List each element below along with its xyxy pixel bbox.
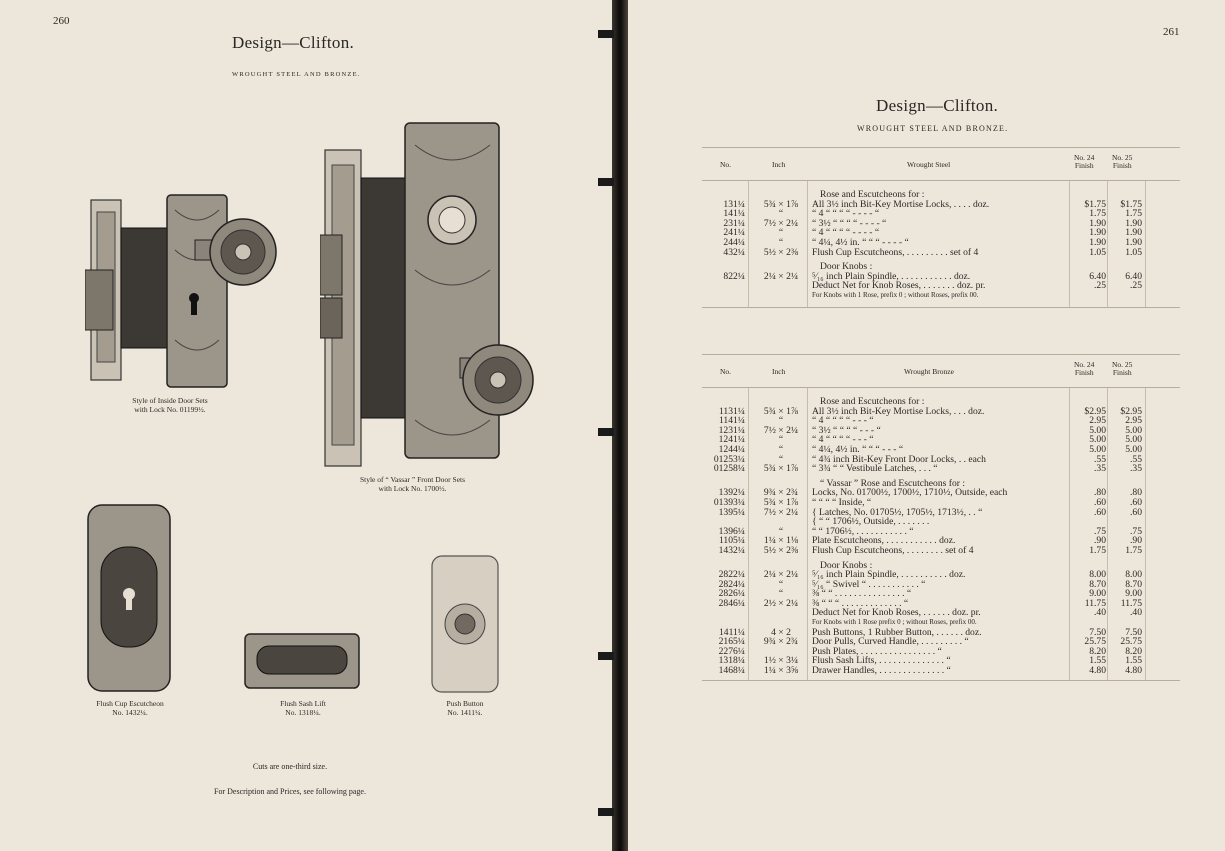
table-row bbox=[702, 435, 1180, 445]
size-cell: 5¾ × 1⅞ bbox=[763, 463, 799, 475]
column-header-description: Wrought Bronze bbox=[904, 367, 954, 376]
item-number-cell: 1244¼ bbox=[718, 443, 745, 455]
binding-clip bbox=[598, 30, 614, 38]
price-finish-24-cell: 9.00 bbox=[1089, 588, 1106, 600]
price-finish-25-cell: 9.00 bbox=[1125, 588, 1142, 600]
inside-door-set-illustration bbox=[85, 190, 280, 390]
size-cell: “ bbox=[778, 208, 784, 220]
column-header-finish-25: No. 25 Finish bbox=[1112, 360, 1133, 377]
flush-cup-escutcheon-illustration bbox=[85, 502, 175, 694]
size-cell: “ bbox=[778, 415, 784, 427]
column-header-inch: Inch bbox=[772, 367, 786, 376]
size-cell: 2½ × 2¼ bbox=[763, 597, 799, 609]
price-finish-24-cell: $1.75 bbox=[1084, 198, 1106, 210]
description-cell: Rose and Escutcheons for : bbox=[820, 396, 925, 407]
price-finish-25-cell: 25.75 bbox=[1120, 636, 1142, 648]
description-cell: { Latches, No. 01705½, 1705½, 1713½, . . “ bbox=[812, 506, 983, 518]
description-cell: Deduct Net for Knob Roses, . . . . . . . doz. pr. bbox=[812, 280, 986, 292]
price-finish-25-cell: .60 bbox=[1130, 496, 1142, 508]
page-subtitle-right: WROUGHT STEEL AND BRONZE. bbox=[857, 124, 1009, 133]
price-finish-24-cell: .40 bbox=[1094, 607, 1106, 619]
price-finish-24-cell: 8.20 bbox=[1089, 645, 1106, 657]
right-page bbox=[628, 0, 1225, 851]
price-finish-24-cell: 6.40 bbox=[1089, 270, 1106, 282]
price-finish-25-cell: 1.75 bbox=[1125, 208, 1142, 220]
size-cell: 2¼ × 2¼ bbox=[763, 270, 799, 282]
price-finish-24-cell: 1.90 bbox=[1089, 227, 1106, 239]
description-cell: “ 4¼, 4½ in. “ “ “ - - - “ bbox=[812, 443, 904, 455]
price-finish-25-cell: 5.00 bbox=[1125, 424, 1142, 436]
price-finish-24-cell: 2.95 bbox=[1089, 415, 1106, 427]
size-cell: 5¾ × 1⅞ bbox=[763, 496, 799, 508]
item-number-cell: 1131¼ bbox=[718, 405, 745, 417]
description-cell: “ 3¾ “ “ Vestibule Latches, . . . “ bbox=[812, 463, 938, 475]
price-finish-24-cell: 1.05 bbox=[1089, 246, 1106, 258]
size-cell: “ bbox=[778, 227, 784, 239]
push-button-illustration bbox=[430, 554, 500, 694]
description-cell: Door Knobs : bbox=[820, 559, 873, 571]
column-header-description: Wrought Steel bbox=[907, 160, 951, 169]
price-finish-24-cell: .35 bbox=[1094, 463, 1106, 475]
description-cell: Locks, No. 01700½, 1700½, 1710½, Outside, each bbox=[812, 487, 1008, 499]
description-cell: “ 4 “ “ “ “ - - - “ bbox=[812, 434, 874, 446]
description-cell: { “ “ 1706½, Outside, . . . . . . . bbox=[812, 516, 930, 528]
price-finish-24-cell: 5.00 bbox=[1089, 424, 1106, 436]
price-finish-25-cell: 2.95 bbox=[1125, 415, 1142, 427]
vassar-front-door-set-illustration bbox=[320, 120, 535, 470]
item-number-cell: 1105¼ bbox=[718, 535, 745, 547]
item-number-cell: 1468¼ bbox=[718, 665, 745, 677]
caption-flush-cup-escutcheon: Flush Cup Escutcheon No. 1432¼. bbox=[96, 699, 164, 717]
price-finish-24-cell: .55 bbox=[1094, 453, 1106, 465]
description-cell: Push Plates, . . . . . . . . . . . . . . . . “ bbox=[812, 645, 942, 657]
binding-clip bbox=[598, 652, 614, 660]
price-finish-24-cell: 1.75 bbox=[1089, 544, 1106, 556]
table-row bbox=[702, 281, 1180, 291]
description-cell: “ 3½ “ “ “ “ - - - - “ bbox=[812, 217, 887, 229]
description-cell: Flush Sash Lifts, . . . . . . . . . . . . . . “ bbox=[812, 655, 951, 667]
table-row bbox=[702, 517, 1180, 527]
size-cell: 9¾ × 2¾ bbox=[763, 487, 799, 499]
price-finish-25-cell: 8.70 bbox=[1125, 578, 1142, 590]
price-finish-25-cell: 5.00 bbox=[1125, 443, 1142, 455]
item-number-cell: 2846¼ bbox=[718, 597, 745, 609]
table-row bbox=[702, 608, 1180, 618]
description-cell: “ “ 1706½, . . . . . . . . . . . “ bbox=[812, 525, 914, 537]
item-number-cell: 141¼ bbox=[723, 208, 745, 220]
book-gutter bbox=[612, 0, 628, 851]
price-finish-25-cell: .80 bbox=[1130, 487, 1142, 499]
item-number-cell: 01393¼ bbox=[713, 496, 745, 508]
table-row bbox=[702, 580, 1180, 590]
description-cell: ⁵⁄₁₆ inch Plain Spindle, . . . . . . . . . . . doz. bbox=[812, 270, 971, 282]
footnote-see-following-page: For Description and Prices, see following page. bbox=[214, 787, 366, 796]
item-number-cell: 432¼ bbox=[723, 246, 745, 258]
price-finish-25-cell: 1.05 bbox=[1125, 246, 1142, 258]
price-finish-25-cell: .25 bbox=[1130, 280, 1142, 292]
description-cell: Push Buttons, 1 Rubber Button, . . . . . . doz. bbox=[812, 626, 982, 638]
table-header bbox=[702, 354, 1180, 388]
column-header-finish-24: No. 24 Finish bbox=[1074, 360, 1095, 377]
price-finish-24-cell: .75 bbox=[1094, 525, 1106, 537]
page-subtitle-left: WROUGHT STEEL AND BRONZE. bbox=[232, 71, 361, 78]
price-finish-24-cell: .60 bbox=[1094, 496, 1106, 508]
size-cell: “ bbox=[778, 434, 784, 446]
item-number-cell: 2276¼ bbox=[718, 645, 745, 657]
caption-push-button: Push Button No. 1411¼. bbox=[446, 699, 484, 717]
description-cell: “ 4¾ inch Bit-Key Front Door Locks, . . each bbox=[812, 453, 986, 465]
size-cell: 1½ × 3¼ bbox=[763, 655, 799, 667]
price-finish-25-cell: 1.90 bbox=[1125, 217, 1142, 229]
price-finish-24-cell: 1.90 bbox=[1089, 236, 1106, 248]
price-finish-24-cell: 1.55 bbox=[1089, 655, 1106, 667]
footnote-cut-size: Cuts are one-third size. bbox=[252, 762, 328, 771]
item-number-cell: 231¼ bbox=[723, 217, 745, 229]
table-row bbox=[702, 666, 1180, 676]
column-header-inch: Inch bbox=[772, 160, 786, 169]
column-header-no: No. bbox=[720, 160, 732, 169]
item-number-cell: 1395¼ bbox=[718, 506, 745, 518]
description-cell: All 3½ inch Bit-Key Mortise Locks, . . . . doz. bbox=[812, 198, 990, 210]
table-row bbox=[702, 426, 1180, 436]
price-finish-24-cell: .60 bbox=[1094, 506, 1106, 518]
page-number-left: 260 bbox=[53, 15, 70, 27]
description-cell: ⅜ “ “ . . . . . . . . . . . . . . . “ bbox=[812, 588, 912, 600]
price-finish-25-cell: 1.55 bbox=[1125, 655, 1142, 667]
size-cell: 2¼ × 2¼ bbox=[763, 569, 799, 581]
price-finish-25-cell: 8.00 bbox=[1125, 569, 1142, 581]
description-cell: ⁵⁄₁₆ “ Swivel “ . . . . . . . . . . . “ bbox=[812, 578, 926, 590]
price-finish-25-cell: 1.90 bbox=[1125, 227, 1142, 239]
size-cell: 1¼ × 1⅛ bbox=[763, 535, 799, 547]
column-header-finish-24: No. 24 Finish bbox=[1074, 153, 1095, 170]
caption-vassar-front-door-set: Style of “ Vassar ” Front Door Sets with Lock No. 1700½. bbox=[359, 475, 466, 493]
description-cell: “ 4 “ “ “ “ - - - “ bbox=[812, 415, 874, 427]
description-cell: For Knobs with 1 Rose prefix 0 ; without Roses, prefix 00. bbox=[812, 618, 977, 627]
table-row bbox=[702, 200, 1180, 210]
page-number-right: 261 bbox=[1163, 26, 1180, 38]
size-cell: “ bbox=[778, 588, 784, 600]
caption-inside-door-set: Style of Inside Door Sets with Lock No. 01199½. bbox=[132, 396, 208, 414]
table-row bbox=[702, 546, 1180, 556]
size-cell: 5½ × 2⅜ bbox=[763, 544, 799, 556]
price-finish-24-cell: 8.70 bbox=[1089, 578, 1106, 590]
size-cell: 1¼ × 3⅝ bbox=[763, 665, 799, 677]
price-finish-24-cell: 1.75 bbox=[1089, 208, 1106, 220]
item-number-cell: 01253¼ bbox=[713, 453, 745, 465]
page-title-left: Design—Clifton. bbox=[232, 33, 355, 52]
description-cell: Door Pulls, Curved Handle, . . . . . . . . . “ bbox=[812, 636, 969, 648]
description-cell: Door Knobs : bbox=[820, 261, 873, 273]
price-finish-25-cell: .40 bbox=[1130, 607, 1142, 619]
column-header-no: No. bbox=[720, 367, 732, 376]
size-cell: “ bbox=[778, 525, 784, 537]
description-cell: ⁵⁄₁₆ inch Plain Spindle, . . . . . . . . . . doz. bbox=[812, 569, 966, 581]
price-finish-25-cell: .60 bbox=[1130, 506, 1142, 518]
item-number-cell: 2822¼ bbox=[718, 569, 745, 581]
price-finish-25-cell: 1.75 bbox=[1125, 544, 1142, 556]
item-number-cell: 1141¼ bbox=[718, 415, 745, 427]
size-cell: 5¾ × 1⅞ bbox=[763, 198, 799, 210]
item-number-cell: 1392¼ bbox=[718, 487, 745, 499]
table-row bbox=[702, 570, 1180, 580]
description-cell: For Knobs with 1 Rose, prefix 0 ; without Roses, prefix 00. bbox=[812, 290, 979, 299]
description-cell: “ “ “ “ Inside, “ bbox=[812, 496, 872, 508]
price-finish-25-cell: $1.75 bbox=[1120, 198, 1142, 210]
price-finish-24-cell: .80 bbox=[1094, 487, 1106, 499]
page-title-right: Design—Clifton. bbox=[876, 96, 999, 115]
table-row bbox=[702, 228, 1180, 238]
caption-flush-sash-lift: Flush Sash Lift No. 1318¼. bbox=[280, 699, 326, 717]
item-number-cell: 01258¼ bbox=[713, 463, 745, 475]
flush-sash-lift-illustration bbox=[243, 632, 361, 690]
size-cell: “ bbox=[778, 443, 784, 455]
price-finish-25-cell: 5.00 bbox=[1125, 434, 1142, 446]
description-cell: All 3½ inch Bit-Key Mortise Locks, . . . doz. bbox=[812, 405, 985, 417]
price-finish-24-cell: 1.90 bbox=[1089, 217, 1106, 229]
item-number-cell: 1318¼ bbox=[718, 655, 745, 667]
price-finish-24-cell: 7.50 bbox=[1089, 626, 1106, 638]
table-row bbox=[702, 219, 1180, 229]
price-finish-24-cell: 8.00 bbox=[1089, 569, 1106, 581]
size-cell: “ bbox=[778, 453, 784, 465]
wrought-steel-price-table bbox=[702, 147, 1180, 308]
price-finish-24-cell: $2.95 bbox=[1084, 405, 1106, 417]
size-cell: 4 × 2 bbox=[771, 626, 791, 638]
table-row bbox=[702, 464, 1180, 474]
price-finish-24-cell: 5.00 bbox=[1089, 434, 1106, 446]
size-cell: “ bbox=[778, 578, 784, 590]
item-number-cell: 1241¼ bbox=[718, 434, 745, 446]
item-number-cell: 244¼ bbox=[723, 236, 745, 248]
item-number-cell: 2826¼ bbox=[718, 588, 745, 600]
binding-clip bbox=[598, 178, 614, 186]
size-cell: 7½ × 2¼ bbox=[763, 424, 799, 436]
item-number-cell: 1396¼ bbox=[718, 525, 745, 537]
table-row bbox=[702, 291, 1180, 301]
description-cell: “ 4 “ “ “ “ - - - - “ bbox=[812, 208, 880, 220]
wrought-bronze-price-table bbox=[702, 354, 1180, 681]
price-finish-25-cell: .35 bbox=[1130, 463, 1142, 475]
price-finish-24-cell: .25 bbox=[1094, 280, 1106, 292]
item-number-cell: 2824¼ bbox=[718, 578, 745, 590]
table-body bbox=[702, 181, 1180, 308]
price-finish-24-cell: 11.75 bbox=[1084, 597, 1106, 609]
price-finish-25-cell: .75 bbox=[1130, 525, 1142, 537]
price-finish-25-cell: .90 bbox=[1130, 535, 1142, 547]
price-finish-24-cell: 25.75 bbox=[1084, 636, 1106, 648]
item-number-cell: 822¼ bbox=[723, 270, 745, 282]
item-number-cell: 241¼ bbox=[723, 227, 745, 239]
price-finish-25-cell: 1.90 bbox=[1125, 236, 1142, 248]
size-cell: 7½ × 2¼ bbox=[763, 217, 799, 229]
size-cell: 9¾ × 2¾ bbox=[763, 636, 799, 648]
description-cell: Rose and Escutcheons for : bbox=[820, 189, 925, 200]
size-cell: 5¾ × 1⅞ bbox=[763, 405, 799, 417]
description-cell: ⅜ “ “ “ . . . . . . . . . . . . . “ bbox=[812, 597, 909, 609]
description-cell: “ Vassar ” Rose and Escutcheons for : bbox=[820, 477, 966, 489]
binding-clip bbox=[598, 808, 614, 816]
description-cell: Deduct Net for Knob Roses, . . . . . . doz. pr. bbox=[812, 607, 981, 619]
column-header-finish-25: No. 25 Finish bbox=[1112, 153, 1133, 170]
table-row bbox=[702, 407, 1180, 417]
item-number-cell: 1432¼ bbox=[718, 544, 745, 556]
item-number-cell: 131¼ bbox=[723, 198, 745, 210]
description-cell: Flush Cup Escutcheons, . . . . . . . . set of 4 bbox=[812, 544, 974, 556]
description-cell: “ 3½ “ “ “ “ - - - “ bbox=[812, 424, 881, 436]
price-finish-25-cell: 6.40 bbox=[1125, 270, 1142, 282]
size-cell: “ bbox=[778, 236, 784, 248]
price-finish-25-cell: $2.95 bbox=[1120, 405, 1142, 417]
description-cell: “ 4 “ “ “ “ - - - - “ bbox=[812, 227, 880, 239]
description-cell: “ 4¼, 4½ in. “ “ “ - - - - “ bbox=[812, 236, 909, 248]
description-cell: Plate Escutcheons, . . . . . . . . . . . doz. bbox=[812, 535, 956, 547]
price-finish-24-cell: .90 bbox=[1094, 535, 1106, 547]
price-finish-25-cell: 7.50 bbox=[1125, 626, 1142, 638]
price-finish-25-cell: 4.80 bbox=[1125, 665, 1142, 677]
left-page bbox=[0, 0, 612, 851]
size-cell: 7½ × 2¼ bbox=[763, 506, 799, 518]
price-finish-24-cell: 5.00 bbox=[1089, 443, 1106, 455]
table-body bbox=[702, 388, 1180, 681]
price-finish-24-cell: 4.80 bbox=[1089, 665, 1106, 677]
price-finish-25-cell: 11.75 bbox=[1120, 597, 1142, 609]
binding-clip bbox=[598, 428, 614, 436]
item-number-cell: 1231¼ bbox=[718, 424, 745, 436]
price-finish-25-cell: .55 bbox=[1130, 453, 1142, 465]
description-cell: Flush Cup Escutcheons, . . . . . . . . . set of 4 bbox=[812, 246, 979, 258]
item-number-cell: 2165¼ bbox=[718, 636, 745, 648]
table-row bbox=[702, 508, 1180, 518]
item-number-cell: 1411¼ bbox=[718, 626, 745, 638]
description-cell: Drawer Handles, . . . . . . . . . . . . . . “ bbox=[812, 665, 951, 677]
size-cell: 5½ × 2⅜ bbox=[763, 246, 799, 258]
table-header bbox=[702, 147, 1180, 181]
price-finish-25-cell: 8.20 bbox=[1125, 645, 1142, 657]
table-row bbox=[702, 248, 1180, 258]
